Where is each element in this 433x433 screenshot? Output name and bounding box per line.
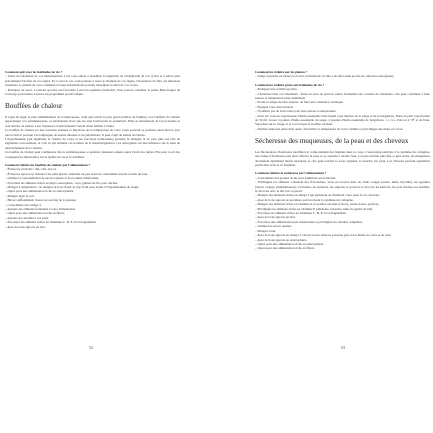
dryness-diet-heading: Comment réduire la sécheresse par l'alimentation ? — [255, 171, 327, 176]
dryness-diet-item: – Ayez de bons apports en zinc. — [255, 215, 296, 220]
diet-item: – Évitez les excitants : thé, café, alcool. — [5, 167, 57, 172]
diet-item: – Ayez de bons apports en zinc. — [5, 224, 46, 229]
diet-heading: Comment réduire les bouffées de chaleur par l'alimentation ? — [5, 163, 91, 167]
dryness-body — [255, 150, 430, 168]
diet-item: – Mangez à température : ne mangez ni trop chaud, ni trop froid pour éviter à l'hypothalamus de réagir. — [5, 185, 139, 190]
hot-flashes-paragraph-2: La bouffée de chaleur est une variation brusque et imprévue de la température de votre corps pouvant se produire aussi bien le jour que la nuit et pouvant s'accompagner de sueurs intenses et de palpitations. Il peut s'agir de sueurs nocturnes. — [5, 128, 180, 137]
habits-paragraph: – Tenez un calendrier de vos menstruations. Cela vous aidera à visualiser la régularité ou l'irrégularité de vos cycles et à suivre plus précisément l'arrivée de vos règles. Et ce sera le cas, vous pourrez y noter le moment de vos règles, l'abondance du flux, les émotions ressenties, la qualité de votre sommeil et toutes informations pouvant renseigner le suivi de vos cycles. — [5, 74, 180, 88]
page-number-left: 52 — [89, 345, 93, 350]
dryness-diet-item: – Consommez des graines de lin pour équilibrer les hormones. — [255, 175, 337, 180]
dryness-paragraph: Les fluctuations d'hormones modifient le comportement des liquides dans le corps. L'œstrogène participe à la synthèse du collagène, une baisse d'hormones peut ainsi affecter la peau et sa capacité à retenir l'eau. La peau devient plus fine et plus sèche, les muqueuses deviennent également moins hydratées et cela peut toucher la zone vaginale, la bouche, les yeux. Les cheveux peuvent également perdre leur éclat et se fragiliser. — [255, 149, 430, 167]
plants-block — [255, 70, 430, 79]
diet-item: – Optez pour une alimentation riche en fibres. — [5, 211, 65, 216]
dryness-diet-item: – Mangez des aliments riches en vitamine A et en bêta-carotène (carotte, patate douce, potiron). — [255, 202, 380, 207]
lifestyle-item: – Avez sur vous un vaporisateur d'huile essentielle dans lequel vous mettrez de la sauge et de la bergamote. Dans un petit vaporisateur de 50 ml, versez 4 gouttes d'huile essentielle de sauge, 4 gouttes d'huile essentielle de bergamote, 1 c. à s. d'alcool à 70° et de l'eau. Vaporisez sur le visage et le cou lorsque la bouffée survient. — [255, 113, 430, 127]
dryness-diet-item: – Privilégiez les aliments contenant des flavonoïdes. Vous en trouvez dans les fruits rouges (cerise, mûre, myrtille), les agrumes (citron, orange, pamplemousse), l'artichaut, les épinards, les oignons, le poivron, le brocoli, les haricots, les pois chiches, les lentilles, le chocolat noir, le thé vert, le persil. — [255, 180, 430, 194]
hot-flashes-paragraph-3: L'hypothalamus (qui régularise la chaleur du corps et les fonctions hormonales) perturbe le dérégler. Il ne joue plus son rôle de régulateur correctement, et c'est ce qui entraîne ces troubles de la thermorégulation. Les œstrogènes ont une influence sur le seuil de déclenchement de la chaleur. — [5, 136, 180, 150]
habits-paragraph-2: – Pratiquez du sport. L'activité sportive est favorable à un bon équilibre hormonal. Vous pouvez consulter la partie Bien-bouger de l'ouvrage pour mettre en place un programme sportif adapté. — [5, 87, 180, 97]
lifestyle-item: – Choisissez bien vos vêtements : faites en sorte de pouvoir retirer facilement des couches de vêtements, cela peut contribuer à faire baisser la température plus rapidement. — [255, 91, 430, 101]
diet-item: – Ajoutez du curcuma à vos plats. — [5, 215, 49, 220]
left-page — [5, 70, 180, 233]
hot-flashes-paragraph-4: La bouffée de chaleur peut commencer dès la périménopause et persister plusieurs années après l'arrêt des règles. Elle peut avoir des conséquences importantes sur la qualité de vie et le sommeil. — [5, 150, 180, 159]
habits-heading: Comment agir avec les habitudes de vie ? — [5, 70, 63, 74]
dryness-diet-item: – Mangez des aliments riches en oméga 3 qui hydratent de l'intérieur votre peau et vos cheveux. — [255, 193, 380, 198]
dryness-diet-item: – Mangez varié. — [255, 228, 277, 233]
dryness-diet-item: – Limitez les sucres rapides. — [255, 224, 292, 229]
lifestyle-item: – N'oubliez pas de boire bien pour faire baisser la température. — [255, 109, 337, 114]
dryness-diet-item: – Ayez de bons apports en antioxydants. — [255, 237, 308, 242]
section-title-hot-flashes: Bouffées de chaleur — [5, 102, 63, 111]
dryness-diet-item: – Ayez de bons apports en oméga 3. On les trouve dans les poissons gras et les huiles de colza et de noix. — [255, 233, 392, 238]
page-number-right: 53 — [341, 345, 345, 350]
lifestyle-item: – Équipez-vous d'un éventail. — [255, 104, 294, 109]
diet-item: – Consommez des oméga 3. — [5, 202, 42, 207]
dryness-diet-block — [255, 171, 430, 250]
hot-flashes-paragraph-1: Il s'agit du signe le plus emblématique de la ménopause, celui qui touche le plus grand nombre de femmes. Les bouffées de chaleur apparaissent à la périménopause, et surviennent alors que les taux hormonaux se perturbent. Elles se manifestent de façon brutale et sont suivies de sueurs. Leur fréquence et leur intensité varient d'une femme à l'autre. — [5, 114, 180, 128]
right-page — [255, 70, 430, 255]
habits-block — [5, 70, 180, 96]
lifestyle-heading: Comment les réduire grâce aux habitudes de vie ? — [255, 82, 325, 87]
dryness-diet-item: – Optez pour une alimentation riche en antioxydants. — [255, 241, 324, 246]
diet-item: – Buvez suffisamment d'eau tout au long de la journée. — [5, 198, 77, 203]
lifestyle-item: – Portez le temps de bien respirer, de faire une cohérence cardiaque. — [255, 100, 344, 105]
dryness-diet-item: – Favorisez une alimentation peu transformée et privilégiez les céréales complètes. — [255, 219, 363, 224]
section-title-dryness: Sécheresse des muqueuses, de la peau et des cheveux — [255, 137, 409, 146]
dryness-diet-item: – Privilégiez les aliments riches en vitamine E (amandes, noisettes, huile de germe de blé). — [255, 206, 373, 211]
hot-flashes-body — [5, 115, 180, 159]
lifestyle-block — [255, 83, 430, 131]
lifestyle-item: – Pratiquez une activité sportive. — [255, 87, 298, 92]
diet-item: – Optez pour une alimentation riche en antioxydants. — [5, 189, 74, 194]
dryness-diet-item: – Optez pour une alimentation riche en fibres. — [255, 246, 315, 251]
plants-heading: Comment les réduire par les plantes ? — [255, 70, 308, 74]
dryness-diet-item: – Ayez de bons apports en protéines qui favorisent la synthèse du collagène. — [255, 197, 354, 202]
diet-item: – Ajoutez des aliments fermentés à votre alimentation. — [5, 207, 76, 212]
diet-block — [5, 163, 180, 229]
diet-item: – Mangez léger le soir. — [5, 193, 35, 198]
diet-item: – Évitez les repas trop chauds et les plats épicés. Attendez un peu avant de consommer un plat sortant du four. — [5, 171, 148, 176]
diet-item: – Limitez la consommation de sucres rapides et de produits transformés. — [5, 176, 100, 181]
dryness-diet-item: – Favorisez les aliments riches en vitamines C, B, E, D et magnésium. — [255, 211, 347, 216]
lifestyle-item: – Dormez dans une pièce bien aérée. Surveillez la température de votre chambre et privilégiez des draps en coton. — [255, 126, 404, 131]
diet-item: – Favorisez les aliments riches en phyto-œstrogènes : soja, graines de lin, pois chiches. — [5, 180, 119, 185]
diet-item: – Favorisez les aliments riches en vitamines C, B, E, D et magnésium. — [5, 220, 97, 225]
plants-item: – Sauge à prendre en tisane (voir avec un médecin car elle a un effet aussi proche de celui des œstrogènes). — [255, 74, 395, 79]
